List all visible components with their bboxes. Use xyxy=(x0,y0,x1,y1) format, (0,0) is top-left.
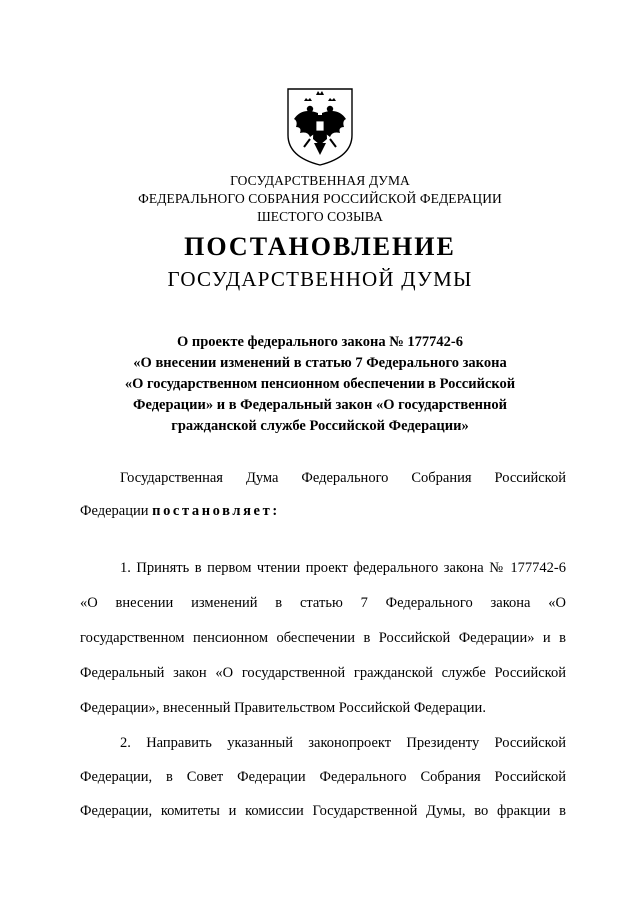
item2-line: Федерации, в Совет Федерации Федерального Собрания Российской xyxy=(80,769,566,785)
intro-resolution-line xyxy=(80,503,566,520)
document-title: ПОСТАНОВЛЕНИЕ xyxy=(184,232,456,261)
intro-line: Государственная Дума Федерального Собрания Российской xyxy=(120,470,566,486)
resolves-keyword: постановляет: xyxy=(152,503,280,519)
subject-line: гражданской службе Российской Федерации» xyxy=(171,418,469,434)
item1-line: государственном пенсионном обеспечении в Российской Федерации» и в xyxy=(80,630,566,646)
item2-line: Федерации, комитеты и комиссии Государственной Думы, во фракции в xyxy=(80,803,566,819)
item1-line: 1. Принять в первом чтении проект федерального закона № 177742-6 xyxy=(120,560,566,576)
item1-line: Федеральный закон «О государственной гражданской службе Российской xyxy=(80,665,566,681)
header-assembly: ФЕДЕРАЛЬНОГО СОБРАНИЯ РОССИЙСКОЙ ФЕДЕРАЦИИ xyxy=(138,191,502,206)
document-subtitle: ГОСУДАРСТВЕННОЙ ДУМЫ xyxy=(167,267,473,291)
header-convocation: ШЕСТОГО СОЗЫВА xyxy=(257,209,383,224)
subject-line: «О государственном пенсионном обеспечении в Российской xyxy=(124,376,516,392)
subject-line: «О внесении изменений в статью 7 Федерального закона xyxy=(133,355,507,371)
header-chamber: ГОСУДАРСТВЕННАЯ ДУМА xyxy=(230,173,410,188)
coat-of-arms-emblem xyxy=(280,85,360,167)
intro-federation-text: Федерации xyxy=(80,503,153,519)
subject-line: О проекте федерального закона № 177742-6 xyxy=(176,334,464,350)
item1-line: Федерации», внесенный Правительством Российской Федерации. xyxy=(80,700,486,716)
subject-line: Федерации» и в Федеральный закон «О государственной xyxy=(133,397,507,413)
item2-line: 2. Направить указанный законопроект Президенту Российской xyxy=(120,735,566,751)
item1-line: «О внесении изменений в статью 7 Федерального закона «О xyxy=(80,595,566,611)
